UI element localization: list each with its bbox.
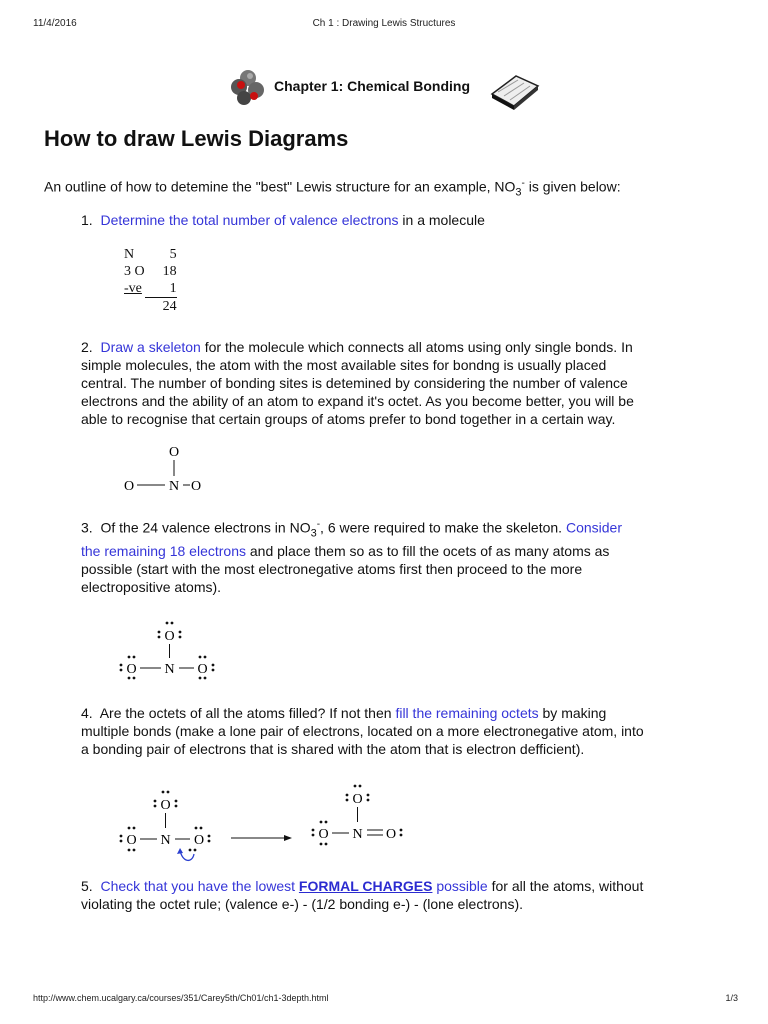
svg-text:O: O [352, 792, 363, 807]
skeleton-link[interactable]: Draw a skeleton [100, 339, 201, 355]
table-row: -ve 1 [124, 281, 177, 297]
svg-text:O: O [197, 662, 208, 677]
after-structure [312, 785, 403, 846]
svg-text:N: N [160, 833, 171, 848]
svg-text:O: O [168, 445, 180, 460]
before-structure [120, 791, 211, 861]
remaining-electrons-link[interactable]: the remaining 18 electrons [81, 543, 246, 560]
footer-url: http://www.chem.ucalgary.ca/courses/351/Carey5th/Ch01/ch1-3depth.html [33, 993, 329, 1003]
svg-text:O: O [123, 479, 135, 494]
chapter-title: Chapter 1: Chemical Bonding [274, 78, 471, 94]
header-title: Ch 1 : Drawing Lewis Structures [312, 18, 456, 29]
svg-text:N: N [168, 479, 180, 494]
svg-text:O: O [126, 662, 137, 677]
step-2: 2. Draw a skeleton for the molecule which connects all atoms using only single bonds. In simple molecules, the atom with the most available sites for bondng is usually placed central. The number of bonding sites is detemined by considering the number of valence electrons and the ability of an atom to expand it's octet. As you become better, you will be able to recognise that certain groups of atoms prefer to bond together in a certain way. [81, 339, 634, 427]
page-heading: How to draw Lewis Diagrams [44, 126, 349, 151]
step-5: 5. Check that you have the lowest FORMAL CHARGES possible for all the atoms, without violating the octet rule; (valence e-) - (1/2 bonding e-) - (lone electrons). [81, 878, 644, 912]
lone-pair-diagram [116, 618, 226, 684]
svg-text:O: O [385, 827, 397, 842]
footer-page: 1/3 [725, 993, 738, 1003]
svg-text:O: O [190, 479, 202, 494]
left-oxygen [120, 656, 137, 680]
intro-text: An outline of how to detemine the "best" Lewis structure for an example, $NO_3^-$ is given below: [44, 178, 621, 199]
valence-table [124, 246, 177, 315]
step-3: 3. Of the 24 valence electrons in $NO_3^-$, 6 were required to make the skeleton. Consider the remaining 18 electrons and place them so as to fill the ocets of as many atoms as possible (start with the most electronegative atoms first then proceed to the more electropositive atoms). [81, 519, 622, 596]
lowest-charges-link[interactable]: Check that you have the lowest [100, 878, 299, 894]
molecule-model-icon [226, 66, 274, 110]
svg-text:O: O [318, 827, 329, 842]
top-oxygen [158, 622, 182, 644]
svg-text:N: N [352, 827, 363, 842]
book-icon [486, 64, 542, 110]
double-bond-diagram [116, 784, 416, 864]
header-date: 11/4/2016 [33, 18, 77, 29]
svg-text:N: N [164, 662, 175, 677]
svg-text:O: O [126, 833, 137, 848]
table-row: 3 O 18 [124, 264, 177, 279]
svg-text:O: O [160, 798, 171, 813]
fill-octets-link[interactable]: fill the remaining octets [395, 705, 539, 721]
valence-electrons-link[interactable]: Determine the total number of valence electrons [100, 212, 399, 228]
step-4: 4. Are the octets of all the atoms filled? If not then fill the remaining octets by making multiple bonds (make a lone pair of electrons, located on a more electronegative atom, into a bonding pair of electrons that is shared with the atom that is electron defficient). [81, 705, 644, 757]
svg-text:O: O [193, 833, 205, 848]
right-oxygen [197, 656, 214, 680]
step-1: 1. Determine the total number of valence electrons in a molecule [81, 212, 485, 228]
formal-charges-link[interactable]: FORMAL CHARGES [298, 878, 433, 894]
table-row: N 5 [124, 247, 177, 262]
skeleton-diagram [118, 440, 218, 496]
consider-link[interactable]: Consider [565, 519, 622, 536]
table-row: 24 [162, 299, 177, 314]
svg-text:O: O [164, 629, 175, 644]
